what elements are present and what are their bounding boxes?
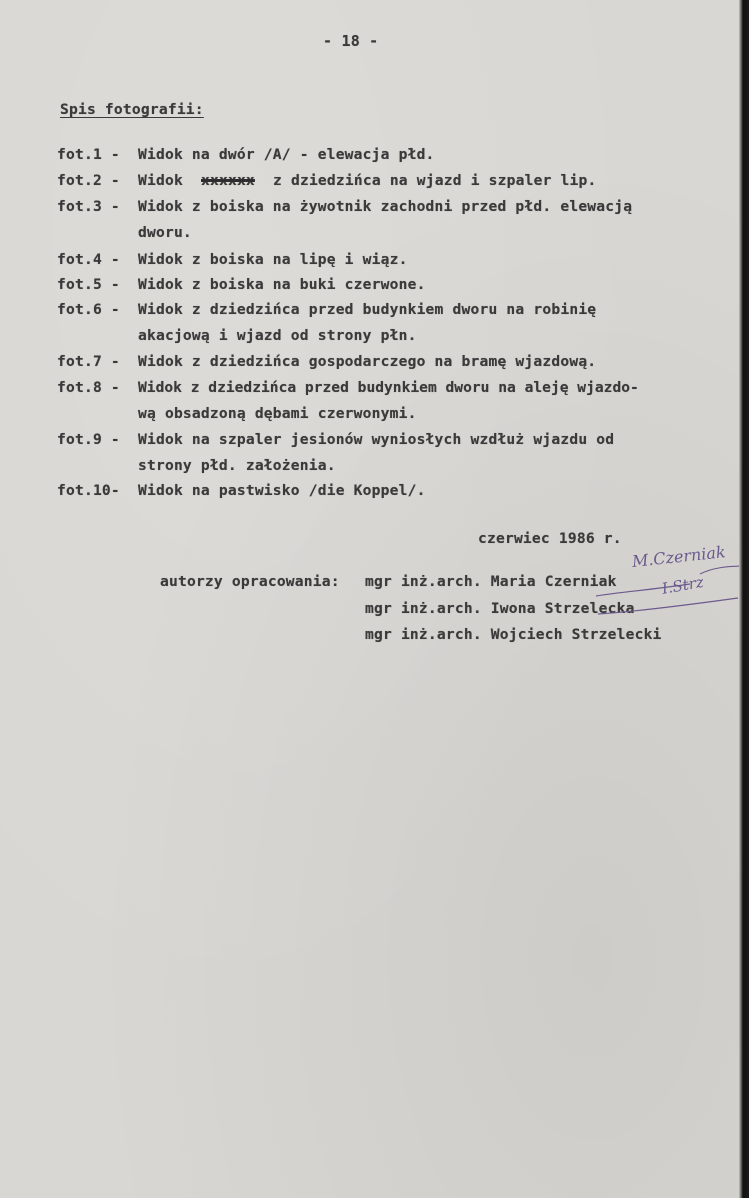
author-2: mgr inż.arch. Iwona Strzelecka xyxy=(365,600,635,617)
photo-code-10: fot.10- xyxy=(57,482,120,499)
photo-caption-5-line-1: Widok z boiska na buki czerwone. xyxy=(138,276,426,293)
photo-code-1: fot.1 - xyxy=(57,146,120,163)
photo-caption-8-line-2: wą obsadzoną dębami czerwonymi. xyxy=(138,405,417,422)
photo-caption-2-line-1: Widok xyxy=(138,172,183,189)
photo-caption-1-line-1: Widok na dwór /A/ - elewacja płd. xyxy=(138,146,435,163)
photo-caption-9-line-1: Widok na szpaler jesionów wyniosłych wzdłuż wjazdu od xyxy=(138,431,615,448)
author-1: mgr inż.arch. Maria Czerniak xyxy=(365,573,617,590)
list-heading: Spis fotografii: xyxy=(60,101,204,118)
photo-code-2: fot.2 - xyxy=(57,172,120,189)
photo-code-8: fot.8 - xyxy=(57,379,120,396)
photo-caption-4-line-1: Widok z boiska na lipę i wiąz. xyxy=(138,251,408,268)
scan-edge xyxy=(739,0,749,1198)
photo-caption-3-line-2: dworu. xyxy=(138,224,192,241)
photo-code-6: fot.6 - xyxy=(57,301,120,318)
photo-code-9: fot.9 - xyxy=(57,431,120,448)
signature-strzelecka: I.Strz xyxy=(660,572,706,598)
photo-caption-10-line-1: Widok na pastwisko /die Koppel/. xyxy=(138,482,426,499)
page-number: - 18 - xyxy=(323,32,379,50)
author-3: mgr inż.arch. Wojciech Strzelecki xyxy=(365,626,662,643)
authors-label: autorzy opracowania: xyxy=(160,573,340,590)
photo-caption-9-line-2: strony płd. założenia. xyxy=(138,457,336,474)
photo-code-5: fot.5 - xyxy=(57,276,120,293)
photo-caption-2-line-2: z dziedzińca na wjazd i szpaler lip. xyxy=(273,172,597,189)
photo-caption-6-line-2: akacjową i wjazd od strony płn. xyxy=(138,327,417,344)
photo-code-7: fot.7 - xyxy=(57,353,120,370)
photo-caption-7-line-1: Widok z dziedzińca gospodarczego na bramę wjazdową. xyxy=(138,353,597,370)
photo-code-3: fot.3 - xyxy=(57,198,120,215)
photo-code-4: fot.4 - xyxy=(57,251,120,268)
photo-caption-3-line-1: Widok z boiska na żywotnik zachodni przed płd. elewacją xyxy=(138,198,633,215)
struck-out-word: xxxxxx xyxy=(201,172,255,189)
photo-caption-6-line-1: Widok z dziedzińca przed budynkiem dworu na robinię xyxy=(138,301,597,318)
document-date: czerwiec 1986 r. xyxy=(478,530,622,547)
signature-czerniak: M.Czerniak xyxy=(631,542,727,571)
photo-caption-8-line-1: Widok z dziedzińca przed budynkiem dworu na aleję wjazdo- xyxy=(138,379,639,396)
